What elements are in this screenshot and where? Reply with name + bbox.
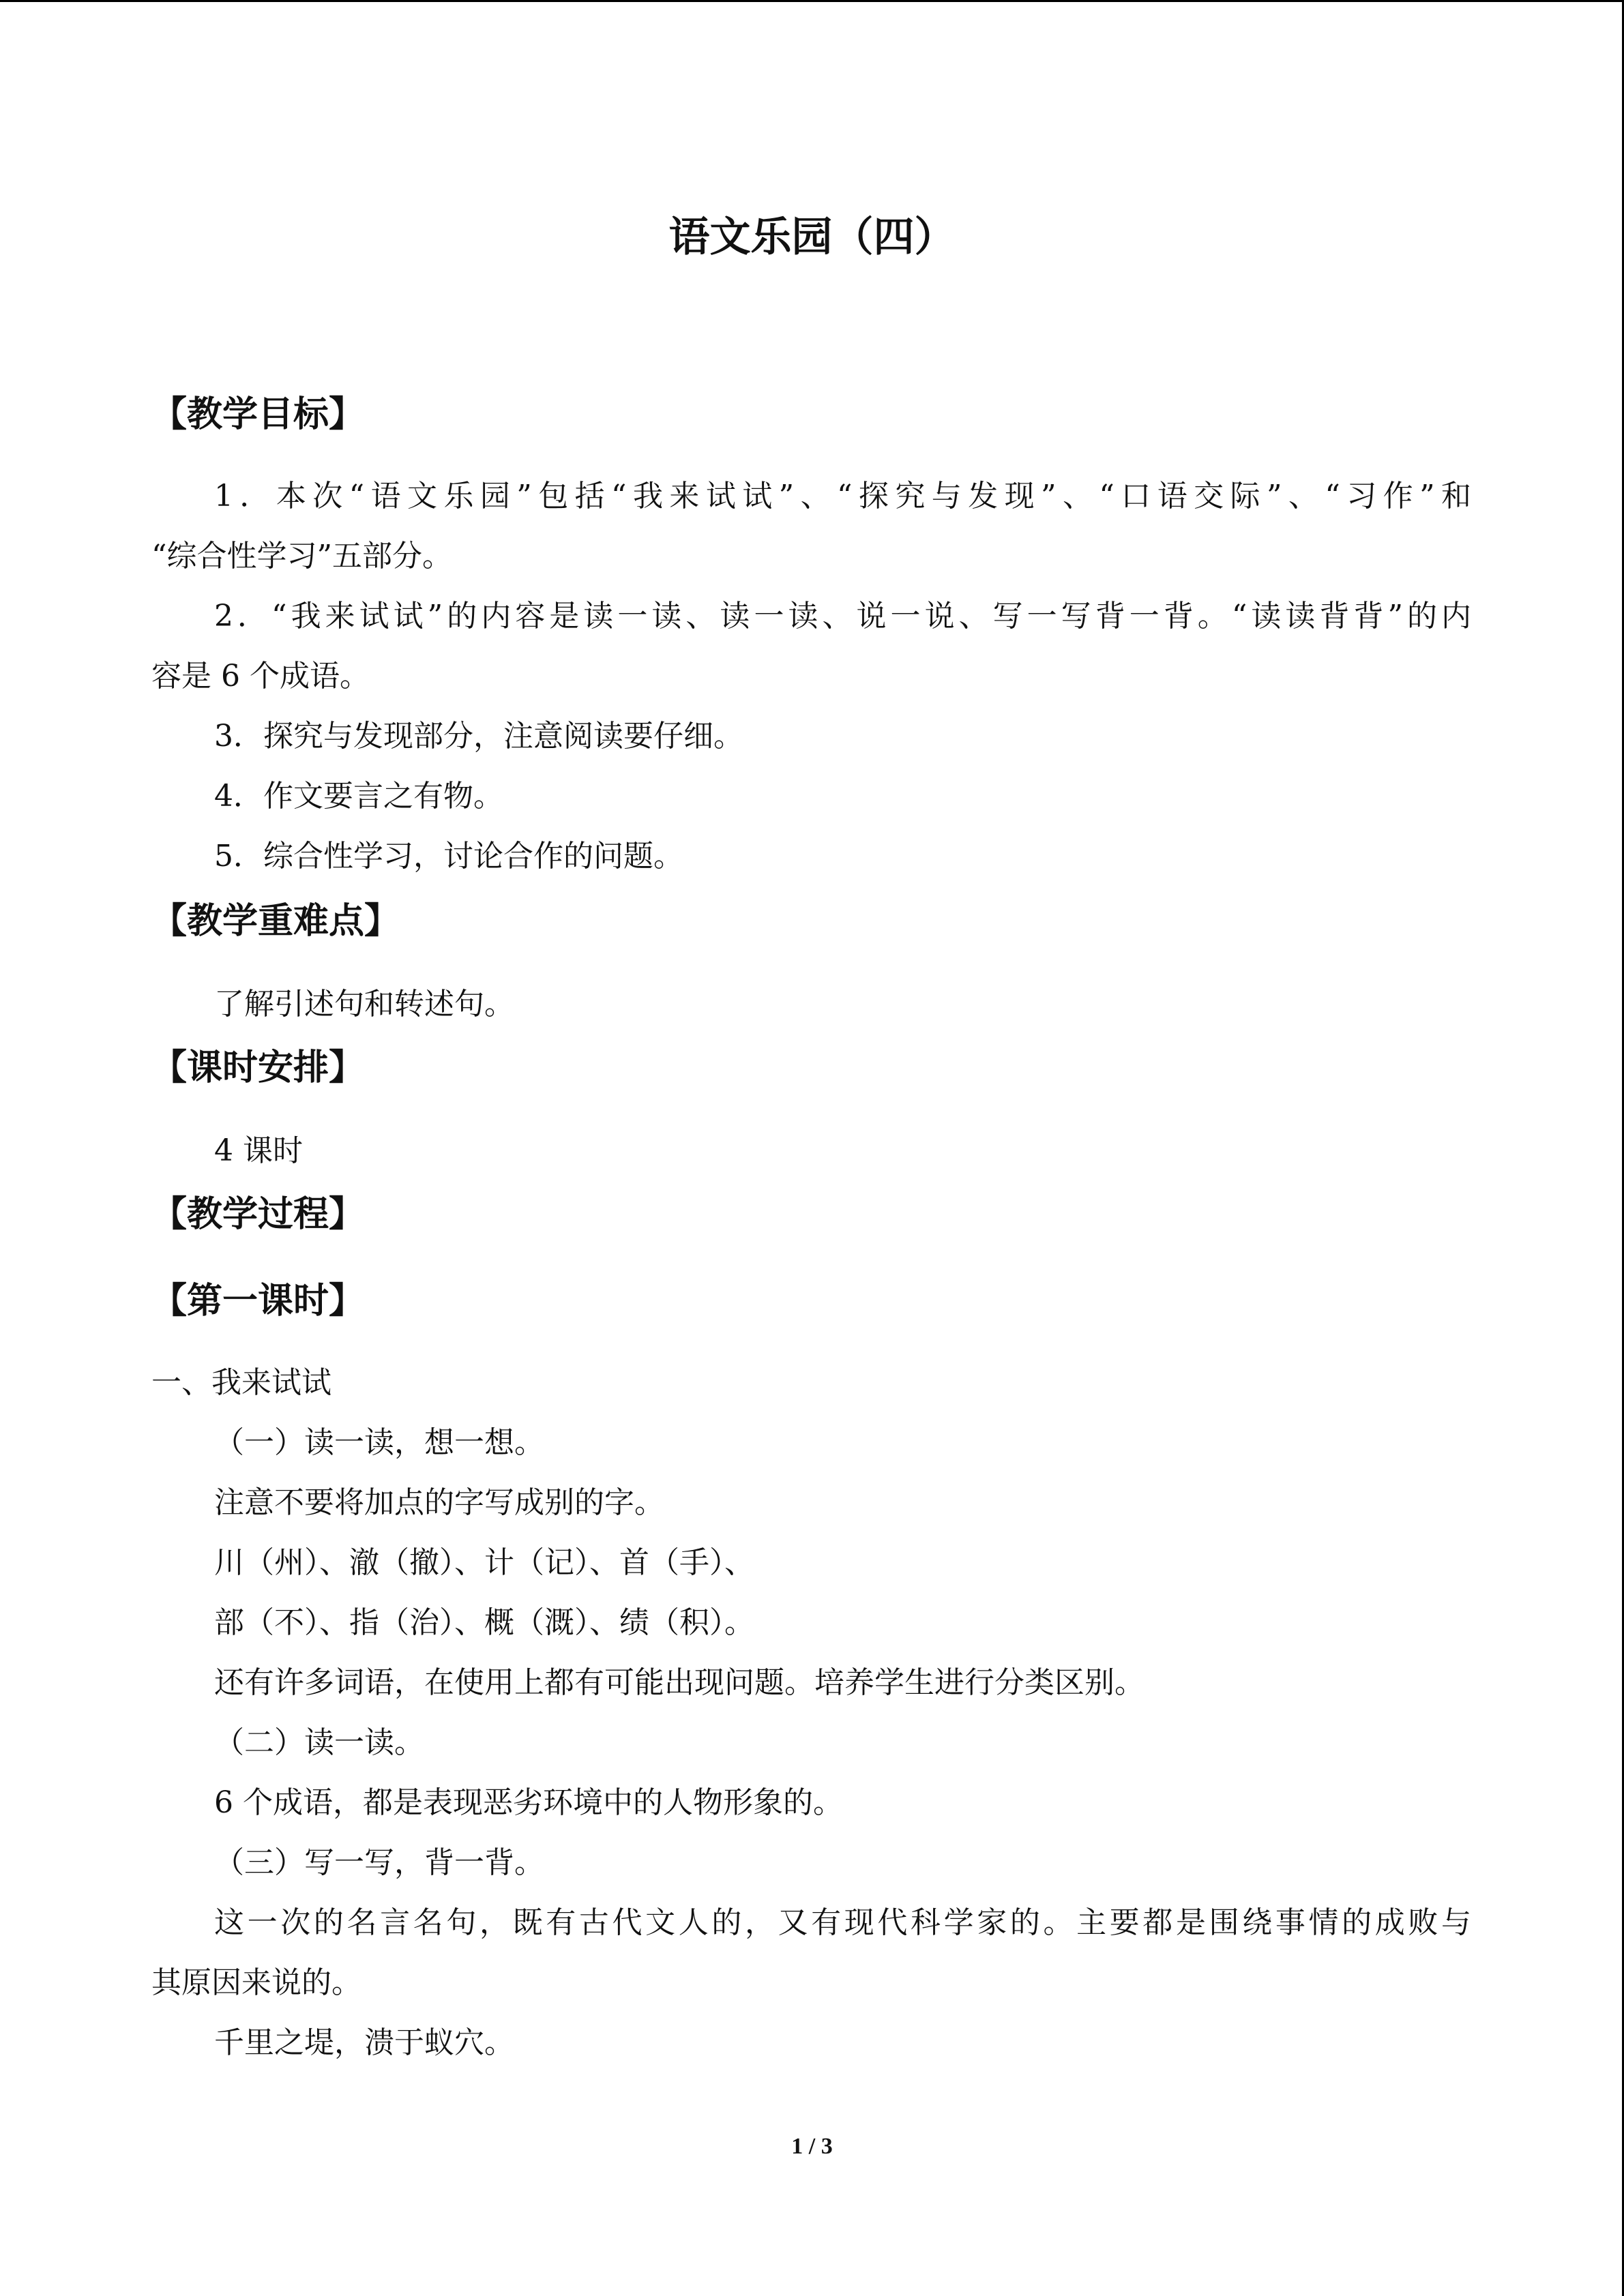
- lesson-line: 这一次的名言名句，既有古代文人的，又有现代科学家的。主要都是围绕事情的成败与: [214, 1905, 1471, 1940]
- heading-process: 【教学过程】: [151, 1194, 365, 1235]
- lesson-line: （三）写一写，背一背。: [214, 1845, 544, 1880]
- schedule-text: 4 课时: [214, 1133, 303, 1168]
- objective-line-3: 3．探究与发现部分，注意阅读要仔细。: [214, 719, 743, 754]
- heading-objectives: 【教学目标】: [151, 394, 365, 435]
- objective-line-2-cont: 容是 6 个成语。: [151, 659, 370, 694]
- objective-line-1-cont: “综合性学习”五部分。: [151, 539, 452, 573]
- lesson-line: 6 个成语，都是表现恶劣环境中的人物形象的。: [214, 1785, 843, 1820]
- objective-line-1: 1．本次“语文乐园”包括“我来试试”、“探究与发现”、“口语交际”、“习作”和: [214, 479, 1471, 513]
- part-title-try: 一、我来试试: [151, 1365, 331, 1400]
- objective-line-2: 2．“我来试试”的内容是读一读、读一读、说一说、写一写背一背。“读读背背”的内: [214, 599, 1471, 633]
- heading-schedule: 【课时安排】: [151, 1047, 365, 1088]
- objective-line-5: 5．综合性学习，讨论合作的问题。: [214, 839, 683, 874]
- lesson-line: 千里之堤，溃于蚁穴。: [214, 2025, 514, 2060]
- lesson-line: 其原因来说的。: [151, 1965, 361, 2000]
- objective-line-4: 4．作文要言之有物。: [214, 779, 503, 814]
- lesson-line: （二）读一读。: [214, 1725, 424, 1760]
- lesson-line: （一）读一读，想一想。: [214, 1425, 544, 1460]
- heading-key-points: 【教学重难点】: [151, 901, 400, 942]
- heading-first-lesson: 【第一课时】: [151, 1281, 365, 1322]
- lesson-line: 注意不要将加点的字写成别的字。: [214, 1485, 664, 1520]
- key-points-text: 了解引述句和转述句。: [214, 987, 514, 1022]
- lesson-line: 部（不）、指（治）、概（溉）、绩（积）。: [214, 1605, 754, 1640]
- lesson-line: 还有许多词语，在使用上都有可能出现问题。培养学生进行分类区别。: [214, 1665, 1145, 1700]
- page-indicator: 1 / 3: [791, 2134, 833, 2159]
- lesson-line: 川（州）、澈（撤）、计（记）、首（手）、: [214, 1545, 754, 1580]
- document-title: 语文乐园（四）: [668, 213, 956, 261]
